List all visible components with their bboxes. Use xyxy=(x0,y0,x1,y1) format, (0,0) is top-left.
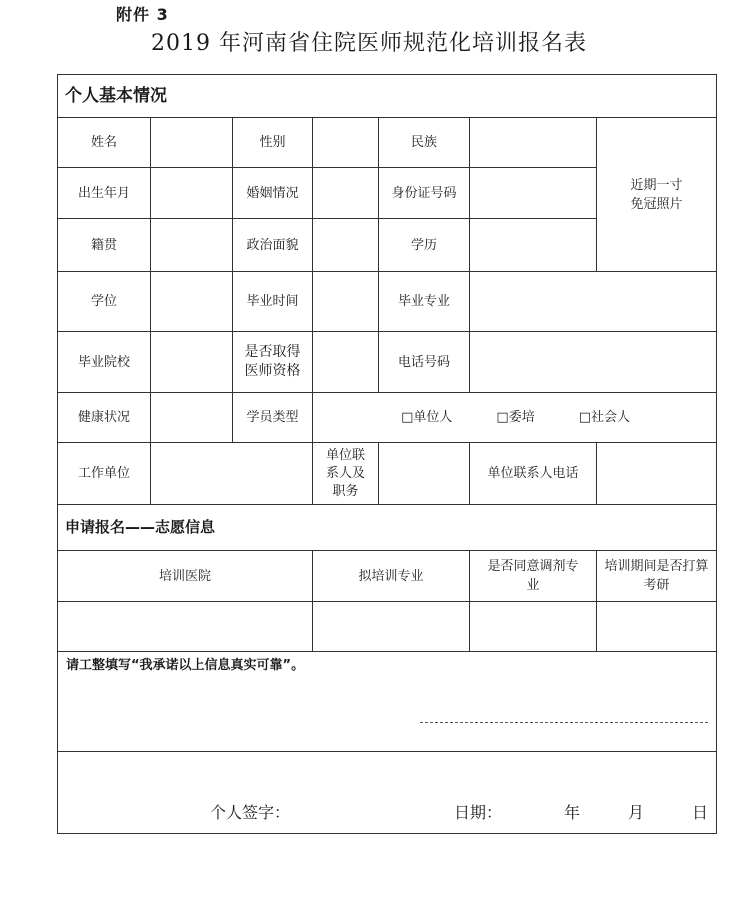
field-gender[interactable] xyxy=(313,118,379,168)
label-grad-major: 毕业专业 xyxy=(379,272,470,332)
label-id-number: 身份证号码 xyxy=(379,168,470,219)
field-name[interactable] xyxy=(151,118,233,168)
field-training-major[interactable] xyxy=(313,602,470,652)
field-education[interactable] xyxy=(470,219,597,272)
col-accept-adjustment xyxy=(470,551,597,602)
label-license-line2: 医师资格 xyxy=(244,363,301,379)
label-license-line1: 是否取得 xyxy=(244,344,301,360)
date-month-label: 月 xyxy=(628,803,645,822)
signature-area xyxy=(58,752,717,834)
photo-caption-line2: 免冠照片 xyxy=(630,196,683,212)
col-postgrad-exam-line2: 考研 xyxy=(643,578,670,593)
field-employer[interactable] xyxy=(151,443,313,505)
field-birth[interactable] xyxy=(151,168,233,219)
section-application-title: 申请报名——志愿信息 xyxy=(58,505,717,551)
label-education: 学历 xyxy=(379,219,470,272)
col-postgrad-exam xyxy=(597,551,717,602)
label-contact-line3: 职务 xyxy=(332,483,359,499)
field-training-hospital[interactable] xyxy=(58,602,313,652)
label-native-place: 籍贯 xyxy=(58,219,151,272)
option-commissioned-checkbox[interactable]: □委培 xyxy=(496,410,535,425)
attachment-label: 附件 3 xyxy=(116,5,169,24)
field-contact-person[interactable] xyxy=(379,443,470,505)
label-grad-time: 毕业时间 xyxy=(233,272,313,332)
field-ethnicity[interactable] xyxy=(470,118,597,168)
label-name: 姓名 xyxy=(58,118,151,168)
pledge-writing-line xyxy=(420,722,708,723)
col-training-hospital: 培训医院 xyxy=(58,551,313,602)
field-health[interactable] xyxy=(151,393,233,443)
field-license[interactable] xyxy=(313,332,379,393)
label-birth: 出生年月 xyxy=(58,168,151,219)
field-phone[interactable] xyxy=(470,332,717,393)
label-health: 健康状况 xyxy=(58,393,151,443)
col-postgrad-exam-line1: 培训期间是否打算 xyxy=(604,559,709,574)
label-gender: 性别 xyxy=(233,118,313,168)
label-political: 政治面貌 xyxy=(233,219,313,272)
section-personal-info-title: 个人基本情况 xyxy=(58,75,717,118)
label-contact-person xyxy=(313,443,379,505)
document-title: 2019 年河南省住院医师规范化培训报名表 xyxy=(151,31,587,56)
col-training-major: 拟培训专业 xyxy=(313,551,470,602)
signature-label: 个人签字： xyxy=(210,803,291,822)
field-contact-phone[interactable] xyxy=(597,443,717,505)
label-degree: 学位 xyxy=(58,272,151,332)
field-grad-time[interactable] xyxy=(313,272,379,332)
registration-form-table xyxy=(57,74,717,834)
photo-box[interactable] xyxy=(597,118,717,272)
label-grad-school: 毕业院校 xyxy=(58,332,151,393)
field-id-number[interactable] xyxy=(470,168,597,219)
label-contact-line2: 系人及 xyxy=(325,465,365,481)
label-employer: 工作单位 xyxy=(58,443,151,505)
field-postgrad-exam[interactable] xyxy=(597,602,717,652)
field-accept-adjustment[interactable] xyxy=(470,602,597,652)
trainee-type-options xyxy=(313,393,717,443)
field-grad-school[interactable] xyxy=(151,332,233,393)
col-accept-adjustment-line1: 是否同意调剂专 xyxy=(487,559,579,574)
date-label: 日期： xyxy=(454,803,503,822)
date-year-label: 年 xyxy=(564,803,581,822)
pledge-area[interactable] xyxy=(58,652,717,752)
label-ethnicity: 民族 xyxy=(379,118,470,168)
option-unit-staff-checkbox[interactable]: □单位人 xyxy=(401,410,453,425)
field-degree[interactable] xyxy=(151,272,233,332)
option-public-checkbox[interactable]: □社会人 xyxy=(578,410,630,425)
pledge-instruction: 请工整填写“我承诺以上信息真实可靠”。 xyxy=(66,658,305,673)
field-native-place[interactable] xyxy=(151,219,233,272)
field-grad-major[interactable] xyxy=(470,272,717,332)
label-marital: 婚姻情况 xyxy=(233,168,313,219)
label-contact-line1: 单位联 xyxy=(325,447,365,463)
date-day-label: 日 xyxy=(692,803,709,822)
label-trainee-type: 学员类型 xyxy=(233,393,313,443)
col-accept-adjustment-line2: 业 xyxy=(526,578,540,593)
photo-caption-line1: 近期一寸 xyxy=(630,177,683,193)
label-phone: 电话号码 xyxy=(379,332,470,393)
field-political[interactable] xyxy=(313,219,379,272)
label-contact-phone: 单位联系人电话 xyxy=(470,443,597,505)
field-marital[interactable] xyxy=(313,168,379,219)
label-license xyxy=(233,332,313,393)
